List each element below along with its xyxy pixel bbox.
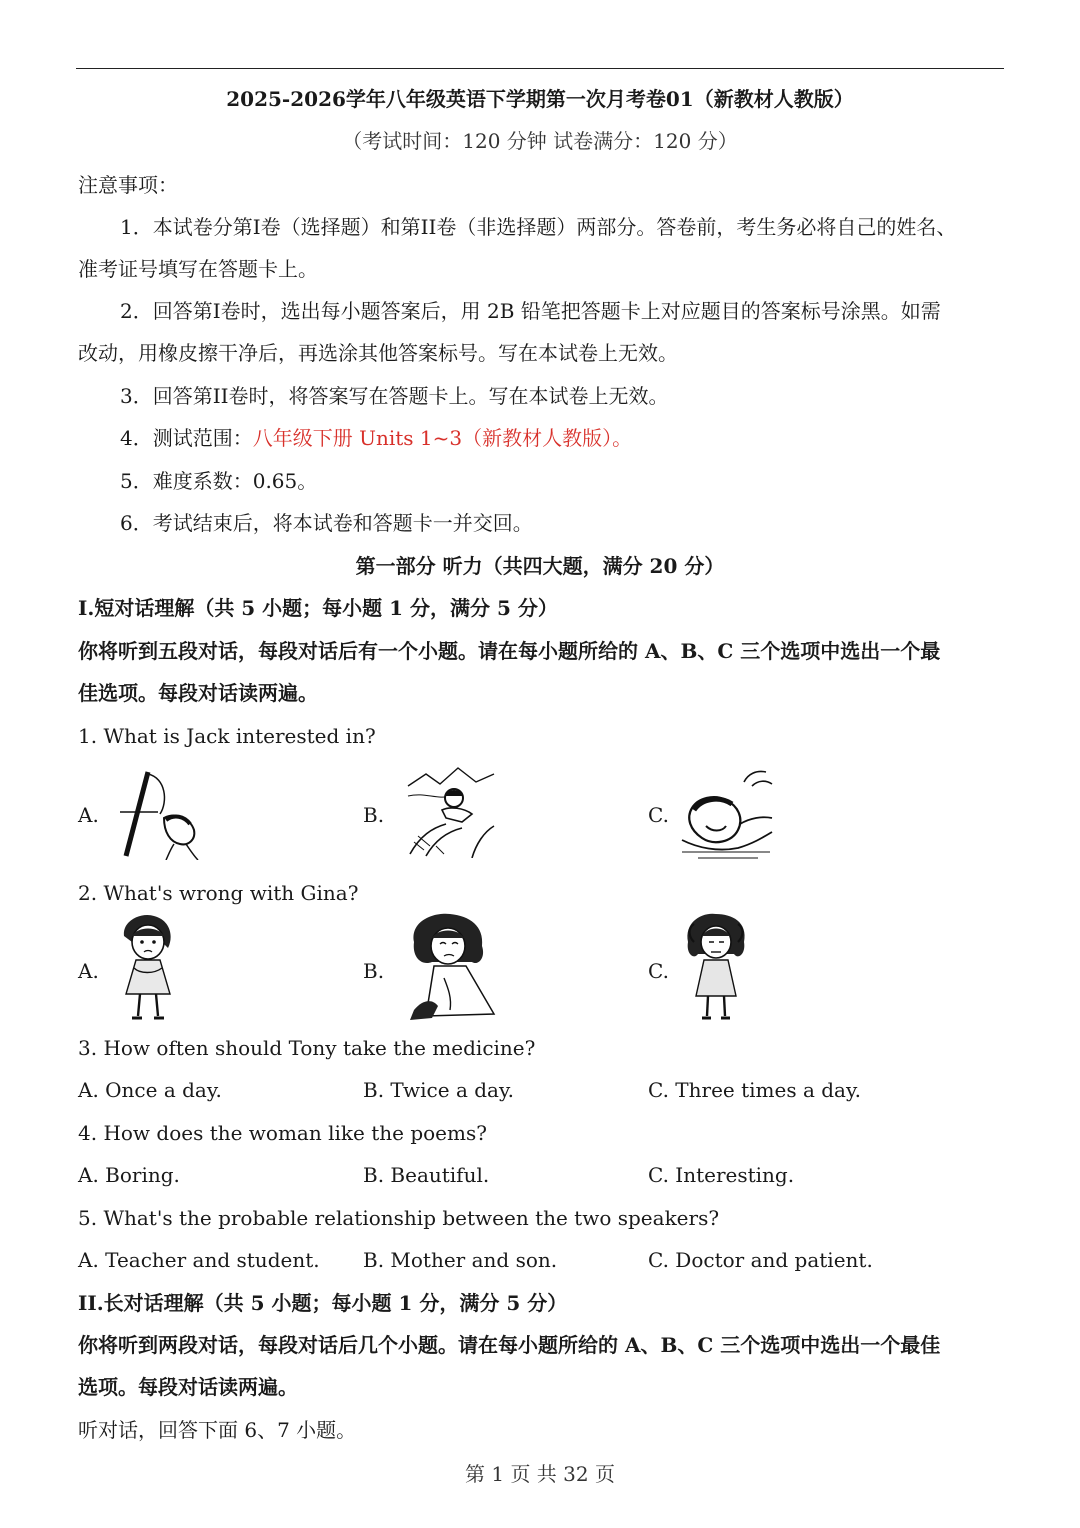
note-4-prefix: 4．测试范围：	[120, 426, 253, 450]
header-rule	[76, 68, 1004, 69]
note-3: 3．回答第II卷时，将答案写在答题卡上。写在本试卷上无效。	[120, 384, 669, 408]
q5-option-a: A. Teacher and student.	[78, 1248, 320, 1272]
q1-option-c-image	[678, 768, 774, 860]
note-1-line-2: 准考证号填写在答题卡上。	[78, 257, 318, 281]
exam-subtitle: （考试时间：120 分钟 试卷满分：120 分）	[342, 129, 738, 153]
section1-title: I.短对话理解（共 5 小题；每小题 1 分，满分 5 分）	[78, 596, 558, 620]
note-4-scope: 八年级下册 Units 1~3（新教材人教版）。	[252, 426, 633, 450]
q2-option-a-image	[112, 912, 184, 1024]
q2-option-b-label: B.	[363, 959, 385, 983]
q1-option-a-image	[118, 768, 210, 860]
question-1-stem: 1. What is Jack interested in?	[78, 724, 376, 748]
question-3-stem: 3. How often should Tony take the medicine?	[78, 1036, 536, 1060]
section1-instructions-line-2: 佳选项。每段对话读两遍。	[78, 681, 318, 705]
note-4	[120, 425, 632, 451]
q4-option-a: A. Boring.	[78, 1163, 180, 1187]
note-6: 6．考试结束后，将本试卷和答题卡一并交回。	[120, 511, 533, 535]
page-number: 第 1 页 共 32 页	[465, 1462, 615, 1486]
q3-option-b: B. Twice a day.	[363, 1078, 514, 1102]
note-1-line-1: 1．本试卷分第I卷（选择题）和第II卷（非选择题）两部分。答卷前，考生务必将自己的姓名、	[120, 215, 957, 239]
q3-option-c: C. Three times a day.	[648, 1078, 861, 1102]
section2-lead: 听对话，回答下面 6、7 小题。	[78, 1418, 357, 1442]
note-5: 5．难度系数：0.65。	[120, 469, 318, 493]
question-4-stem: 4. How does the woman like the poems?	[78, 1121, 487, 1145]
q5-option-c: C. Doctor and patient.	[648, 1248, 873, 1272]
exam-title: 2025-2026学年八年级英语下学期第一次月考卷01（新教材人教版）	[226, 87, 854, 111]
section2-instructions-line-2: 选项。每段对话读两遍。	[78, 1375, 298, 1399]
note-2-line-1: 2．回答第I卷时，选出每小题答案后，用 2B 铅笔把答题卡上对应题目的答案标号涂黑。如需	[120, 299, 941, 323]
question-5-stem: 5. What's the probable relationship between the two speakers?	[78, 1206, 720, 1230]
q4-option-b: B. Beautiful.	[363, 1163, 490, 1187]
q1-option-b-label: B.	[363, 803, 385, 827]
q1-option-b-image	[406, 766, 496, 858]
q3-option-a: A. Once a day.	[78, 1078, 222, 1102]
note-2-line-2: 改动，用橡皮擦干净后，再选涂其他答案标号。写在本试卷上无效。	[78, 341, 678, 365]
section2-instructions-line-1: 你将听到两段对话，每段对话后几个小题。请在每小题所给的 A、B、C 三个选项中选出一个最佳	[78, 1333, 941, 1357]
q2-option-c-label: C.	[648, 959, 669, 983]
section2-title: II.长对话理解（共 5 小题；每小题 1 分，满分 5 分）	[78, 1291, 568, 1315]
q5-option-b: B. Mother and son.	[363, 1248, 558, 1272]
question-2-stem: 2. What's wrong with Gina?	[78, 881, 359, 905]
section1-instructions-line-1: 你将听到五段对话，每段对话后有一个小题。请在每小题所给的 A、B、C 三个选项中选出一个最	[78, 639, 941, 663]
notes-heading: 注意事项：	[78, 173, 178, 197]
q1-option-a-label: A.	[78, 803, 99, 827]
part1-heading: 第一部分 听力（共四大题，满分 20 分）	[355, 554, 725, 578]
q2-option-a-label: A.	[78, 959, 99, 983]
q2-option-b-image	[404, 912, 500, 1024]
q2-option-c-image	[680, 912, 752, 1024]
q4-option-c: C. Interesting.	[648, 1163, 795, 1187]
q1-option-c-label: C.	[648, 803, 669, 827]
